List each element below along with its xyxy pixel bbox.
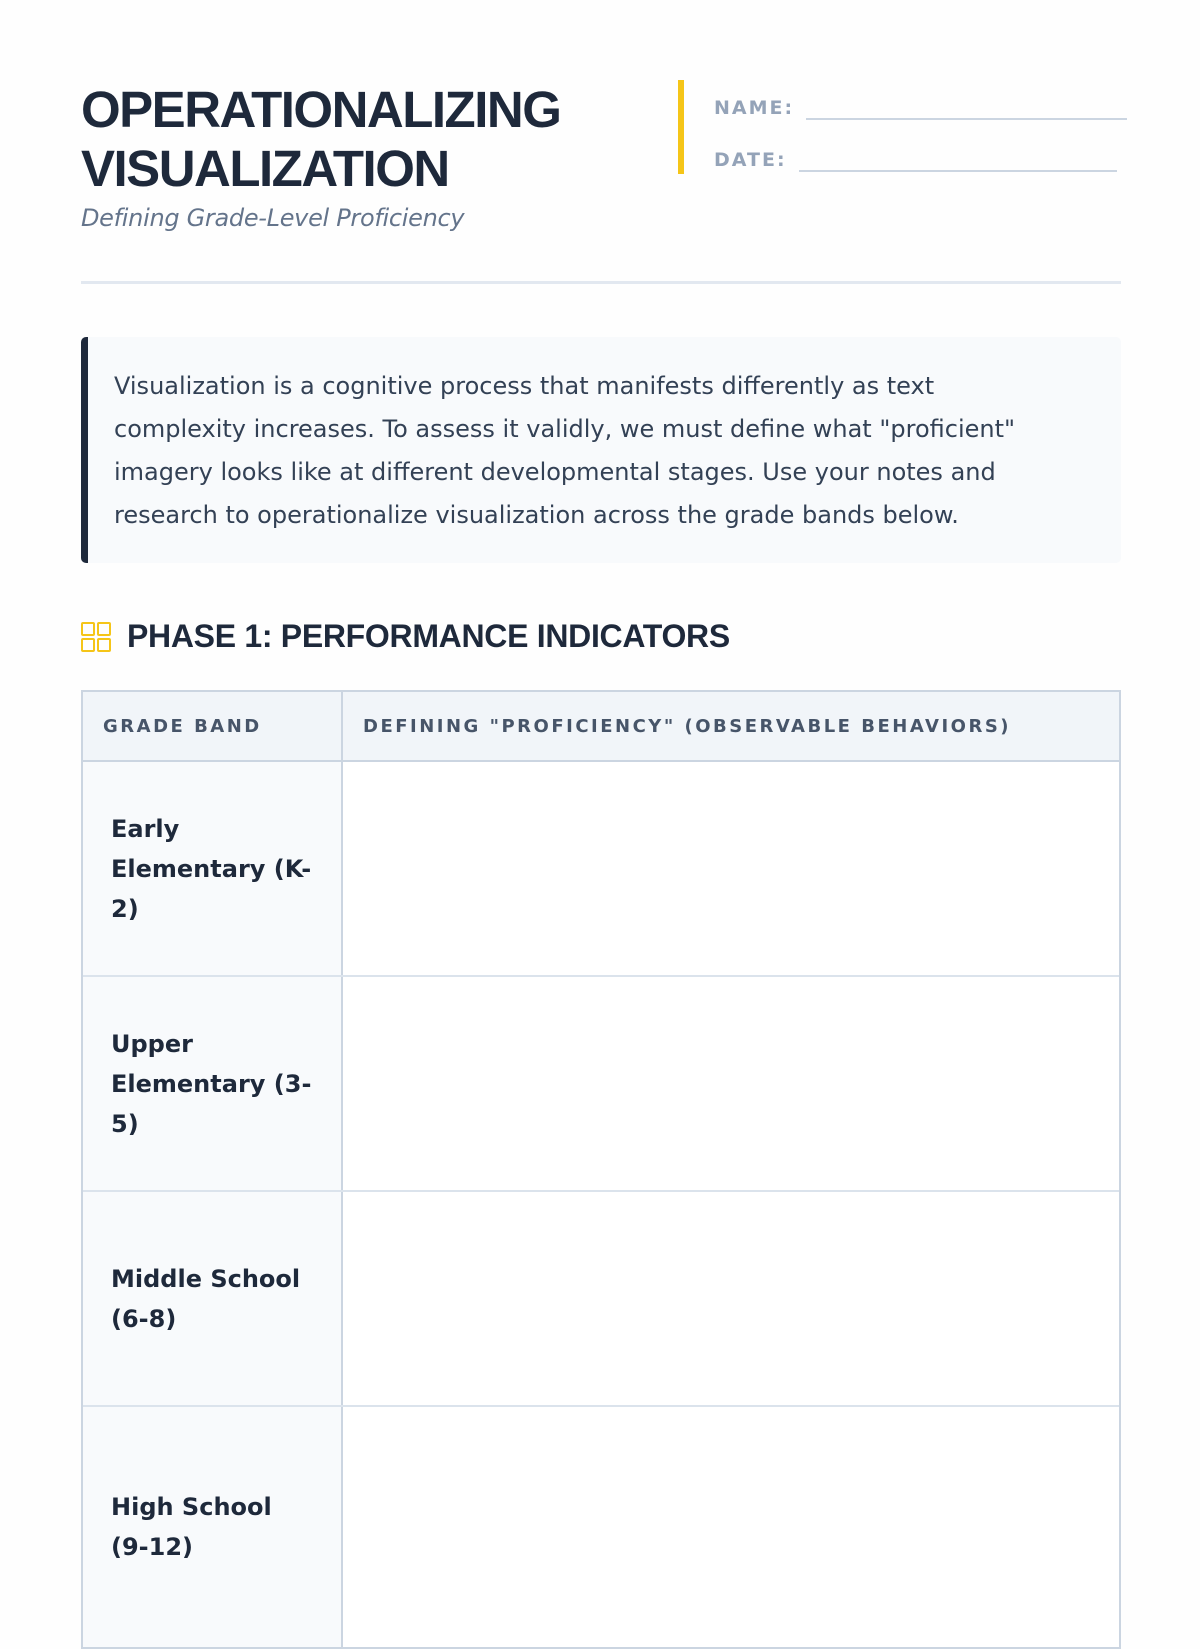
table-row xyxy=(83,1192,1119,1407)
performance-indicators-table xyxy=(81,690,1121,1649)
date-label: DATE: xyxy=(714,149,787,171)
date-field[interactable] xyxy=(799,140,1117,172)
grade-band-cell xyxy=(83,1407,343,1647)
section-title: PHASE 1: PERFORMANCE INDICATORS xyxy=(127,618,730,654)
proficiency-response-cell[interactable] xyxy=(343,762,1119,975)
section-heading xyxy=(81,618,730,655)
table-header-row xyxy=(83,692,1119,762)
intro-callout xyxy=(81,337,1121,563)
worksheet-page xyxy=(81,0,1121,1600)
name-date-block xyxy=(678,80,1127,174)
page-title xyxy=(81,80,641,198)
worksheet-header xyxy=(81,80,1121,240)
proficiency-response-cell[interactable] xyxy=(343,1192,1119,1405)
grade-band-cell xyxy=(83,977,343,1190)
grade-band-label: Upper Elementary (3-5) xyxy=(111,1029,312,1138)
title-line-1: OPERATIONALIZING xyxy=(81,81,561,138)
grid-icon xyxy=(81,622,111,652)
title-line-2: VISUALIZATION xyxy=(81,140,449,197)
name-field[interactable] xyxy=(806,88,1127,120)
name-row xyxy=(714,88,1127,120)
grade-band-label: Middle School (6-8) xyxy=(111,1264,301,1333)
intro-text: Visualization is a cognitive process that manifests differently as text complexity increases. To assess it validly, we must define what "proficient" imagery looks like at different developmental stages. Use your notes and research to operationalize visualization across the grade bands below. xyxy=(114,372,1016,529)
grade-band-cell xyxy=(83,1192,343,1405)
grade-band-label: Early Elementary (K-2) xyxy=(111,814,312,923)
name-label: NAME: xyxy=(714,97,795,119)
column-header-grade-band: GRADE BAND xyxy=(83,692,343,760)
date-row xyxy=(714,140,1117,172)
table-row xyxy=(83,1407,1119,1647)
proficiency-response-cell[interactable] xyxy=(343,1407,1119,1647)
grade-band-cell xyxy=(83,762,343,975)
table-row xyxy=(83,977,1119,1192)
header-divider xyxy=(81,281,1121,284)
grade-band-label: High School (9-12) xyxy=(111,1493,272,1561)
table-row xyxy=(83,762,1119,977)
page-subtitle: Defining Grade-Level Proficiency xyxy=(81,204,465,232)
proficiency-response-cell[interactable] xyxy=(343,977,1119,1190)
column-header-proficiency: DEFINING "PROFICIENCY" (OBSERVABLE BEHAVIORS) xyxy=(363,715,1012,737)
